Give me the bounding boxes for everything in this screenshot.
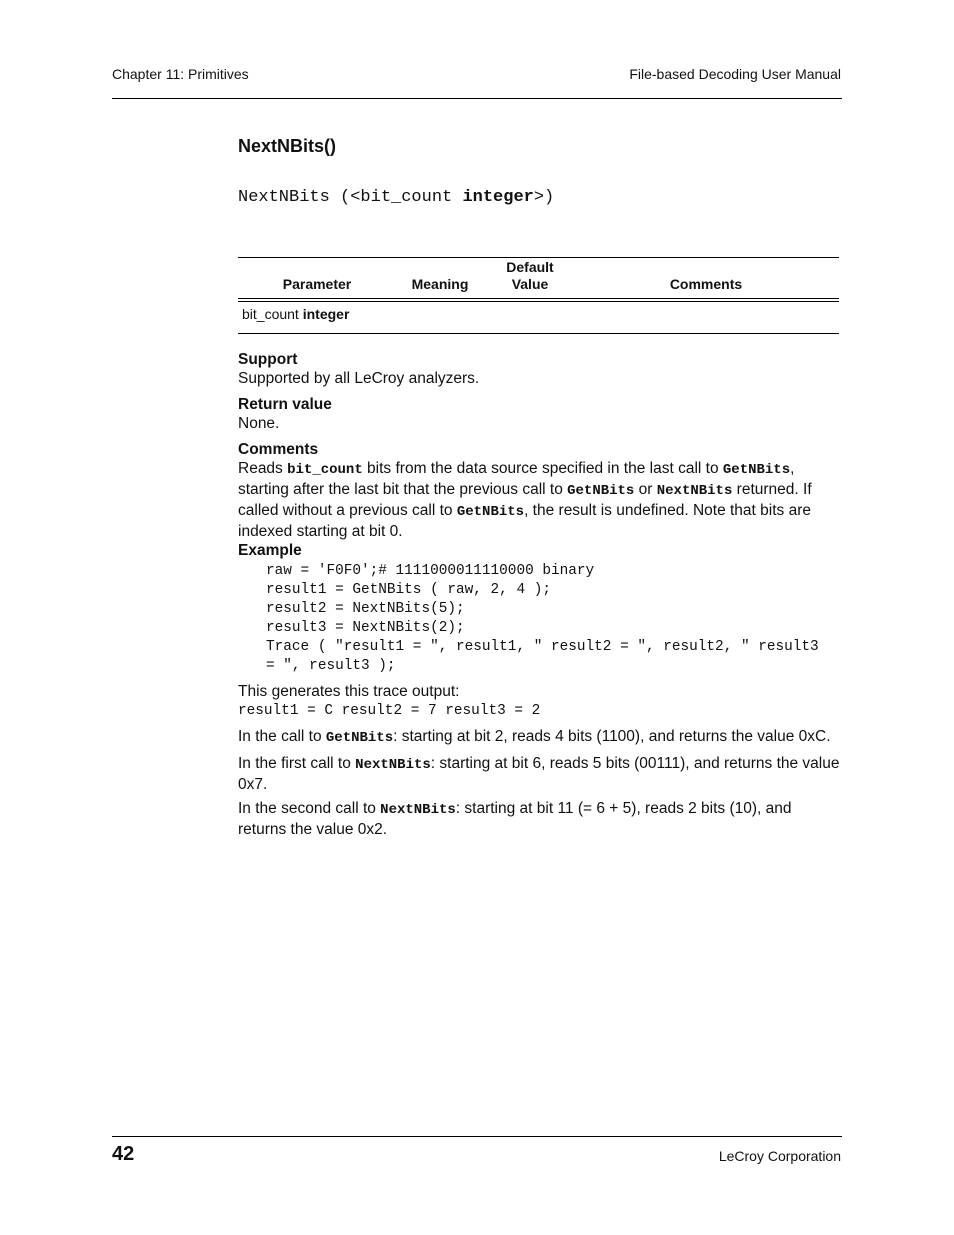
example-heading: Example [238, 542, 302, 559]
support-text: Supported by all LeCroy analyzers. [238, 370, 480, 387]
section-title: NextNBits() [238, 136, 337, 156]
function-signature [238, 188, 554, 207]
footer-rule [112, 1136, 842, 1137]
code-line: raw = 'F0F0';# 1111000011110000 binary [266, 563, 595, 579]
param-type: integer [302, 306, 350, 322]
signature-suffix: >) [533, 188, 555, 207]
param-name: bit_count [242, 306, 303, 322]
comments-text-1: Reads [238, 460, 288, 477]
comments-text-6: , the result is undefined. Note that bits are indexed starting at bit 0. [238, 502, 811, 540]
trace-intro: This generates this trace output: [238, 683, 460, 700]
code-nextnbits: NextNBits [355, 757, 431, 773]
table-top-rule [238, 257, 839, 258]
code-getnbits: GetNBits [325, 730, 394, 746]
column-header-comments: Comments [669, 276, 743, 292]
example-code-block [266, 562, 819, 676]
table-row [242, 306, 349, 322]
code-line: result2 = NextNBits(5); [266, 601, 465, 617]
table-header-rule-1 [238, 298, 839, 299]
column-header-parameter: Parameter [282, 276, 352, 292]
explanation-getnbits [238, 727, 842, 748]
header-rule [112, 98, 842, 99]
code-getnbits: GetNBits [722, 462, 791, 478]
running-header-chapter: Chapter 11: Primitives [112, 66, 249, 82]
code-line: = ", result3 ); [266, 658, 396, 674]
default-line2: Value [511, 276, 549, 292]
comments-text-3: , starting after the last bit that the previous call to [238, 460, 795, 498]
explanation-text: : starting at bit 11 (= 6 + 5), reads 2 bits (10), and returns the value 0x2. [238, 800, 792, 838]
comments-text [238, 459, 842, 541]
explanation-text: In the call to [238, 728, 326, 745]
table-bottom-rule [238, 333, 839, 334]
column-header-meaning: Meaning [411, 276, 469, 292]
explanation-first-nextnbits [238, 754, 842, 794]
running-header-title: File-based Decoding User Manual [629, 66, 841, 82]
code-bit-count: bit_count [287, 462, 363, 478]
code-nextnbits: NextNBits [656, 483, 733, 499]
explanation-text: : starting at bit 2, reads 4 bits (1100), and returns the value 0xC. [393, 728, 831, 745]
comments-text-2: bits from the data source specified in the last call to [362, 460, 723, 477]
explanation-text: In the second call to [238, 800, 381, 817]
support-heading: Support [238, 351, 298, 368]
footer-company: LeCroy Corporation [718, 1148, 841, 1164]
return-value-heading: Return value [238, 396, 332, 413]
trace-output: result1 = C result2 = 7 result3 = 2 [238, 703, 541, 719]
code-nextnbits: NextNBits [380, 802, 456, 818]
explanation-text: : starting at bit 6, reads 5 bits (00111), and returns the value 0x7. [238, 755, 840, 793]
explanation-second-nextnbits [238, 799, 842, 839]
default-line1: Default [506, 259, 554, 275]
page-number: 42 [112, 1143, 135, 1165]
code-line: result3 = NextNBits(2); [266, 620, 465, 636]
comments-heading: Comments [238, 441, 319, 458]
explanation-text: In the first call to [238, 755, 356, 772]
column-header-default-value [490, 259, 570, 293]
code-line: result1 = GetNBits ( raw, 2, 4 ); [266, 582, 551, 598]
comments-text-5: returned. If called without a previous call to [238, 481, 812, 519]
code-getnbits: GetNBits [567, 483, 635, 499]
signature-prefix: NextNBits (<bit_count [238, 188, 463, 207]
code-getnbits: GetNBits [456, 504, 525, 520]
return-value-text: None. [238, 415, 280, 432]
code-line: Trace ( "result1 = ", result1, " result2 = ", result2, " result3 [266, 639, 819, 655]
comments-text-4: or [634, 481, 657, 498]
table-header-rule-2 [238, 301, 839, 302]
signature-type: integer [462, 188, 534, 207]
